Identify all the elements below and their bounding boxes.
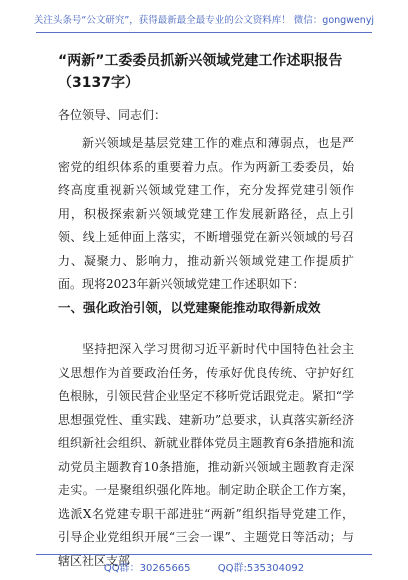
header-divider [36, 32, 372, 33]
greeting: 各位领导、同志们： [58, 108, 167, 122]
footer-contacts [0, 559, 408, 574]
footer-qq-group-2: QQ群:535304092 [217, 563, 305, 574]
paragraph-intro: 新兴领域是基层党建工作的难点和薄弱点，也是严密党的组织体系的重要着力点。作为两新工委委员，始终高度重视新兴领域党建工作，充分发挥党建引领作用，积极探索新兴领域党建工作发展新路径，点上引领、线上延伸面上落实，不断增强党在新兴领域的号召力、凝聚力、影响力，推动新兴领域党建工作提质扩面。现将2023年新兴领域党建工作述职如下： [58, 136, 354, 291]
document-title: “两新”工委委员抓新兴领域党建工作述职报告（3137字） [58, 53, 343, 91]
footer-divider [36, 554, 372, 555]
footer-qq-group-1: QQ群：30265665 [103, 563, 191, 574]
paragraph-body: 坚持把深入学习贯彻习近平新时代中国特色社会主义思想作为首要政治任务，传承好优良传统、守护好红色根脉，引领民营企业坚定不移听党话跟党走。紧扣“学思想强党性、重实践、建新功”总要求，认真落实新经济组织新社会组织、新就业群体党员主题教育6条措施和流动党员主题教育10条措施，推动新兴领域主题教育走深走实。一是聚组织强化阵地。制定助企联企工作方案，选派X名党建专职干部进驻“两新”组织指导党建工作，引导企业党组织开展“三会一课”、主题党日等活动；与辖区社区支部 [58, 342, 354, 568]
section-heading: 一、强化政治引领，以党建聚能推动取得新成效 [58, 300, 321, 315]
header-banner: 关注头条号“公文研究”，获得最新最全最专业的公文资料库！ 微信：gongwenyj [33, 15, 375, 26]
